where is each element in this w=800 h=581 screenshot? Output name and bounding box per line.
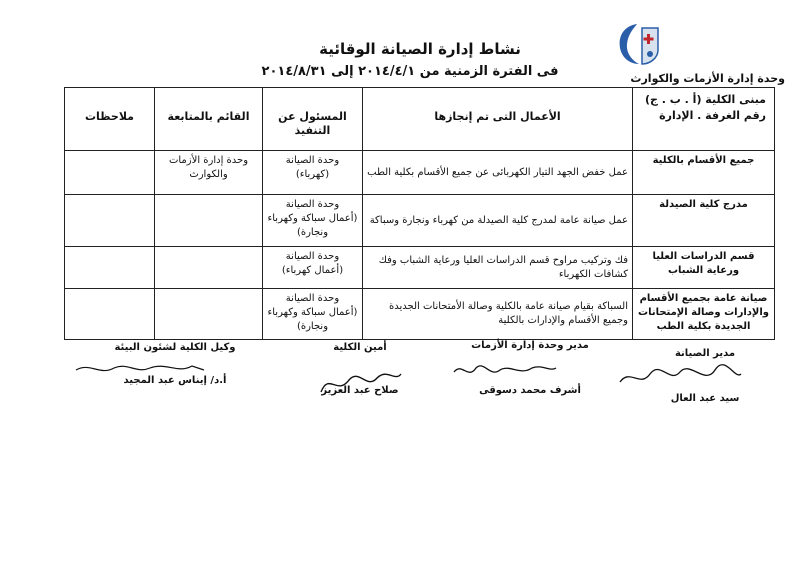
row-executor xyxy=(263,195,363,247)
table-row xyxy=(65,151,775,195)
row-college: جميع الأقسام بالكلية xyxy=(633,151,775,195)
row-works: عمل خفض الجهد التيار الكهربائى عن جميع الأقسام بكلية الطب xyxy=(363,151,633,195)
table-row xyxy=(65,195,775,247)
row-executor-line1: وحدة الصيانة xyxy=(285,251,340,262)
signature-title: مدير الصيانة xyxy=(674,348,736,359)
row-executor xyxy=(263,289,363,340)
header-executor: المسئول عن التنفيذ xyxy=(263,88,363,151)
header-works: الأعمال التى تم إنجازها xyxy=(363,88,633,151)
university-logo xyxy=(612,20,662,68)
row-works: عمل صيانة عامة لمدرج كلية الصيدلة من كهرباء ونجارة وسباكة xyxy=(363,195,633,247)
table-header-row xyxy=(65,88,775,151)
row-executor xyxy=(263,151,363,195)
row-follower xyxy=(155,289,263,340)
table-row xyxy=(65,247,775,289)
row-college: مدرج كلية الصيدلة xyxy=(633,195,775,247)
signature-title: أمين الكلية xyxy=(333,342,387,353)
handwritten-signature xyxy=(450,358,560,384)
handwritten-signature xyxy=(615,362,745,390)
row-executor xyxy=(263,247,363,289)
row-follower xyxy=(155,195,263,247)
row-college: قسم الدراسات العليا ورعاية الشباب xyxy=(633,247,775,289)
signature-name: سيد عبد العال xyxy=(670,393,740,404)
report-period: فى الفترة الزمنية من ٢٠١٤/٤/١ إلى ٢٠١٤/٨/٣١ xyxy=(261,64,559,79)
row-executor-line2: (كهرباء) xyxy=(295,169,330,180)
row-executor-line2: (أعمال كهرباء) xyxy=(281,265,344,276)
activity-table xyxy=(64,87,775,340)
signature-title: مدير وحدة إدارة الأزمات xyxy=(471,340,589,351)
row-works: فك وتركيب مراوح قسم الدراسات العليا ورعاية الشباب وفك كشافات الكهرباء xyxy=(363,247,633,289)
row-executor-line1: وحدة الصيانة xyxy=(285,155,340,166)
row-executor-line2: (أعمال سباكة وكهرباء ونجارة) xyxy=(267,213,358,238)
header-college-line1: مبنى الكلية (أ . ب . ج) xyxy=(644,93,766,106)
row-executor-line1: وحدة الصيانة xyxy=(285,293,340,304)
table-row xyxy=(65,289,775,340)
signature-name: صلاح عبد العزيز xyxy=(321,385,399,396)
signature-name: أشرف محمد دسوقى xyxy=(479,385,581,396)
handwritten-signature xyxy=(70,358,210,380)
header-notes: ملاحظات xyxy=(65,88,155,151)
row-follower: وحدة إدارة الأزمات والكوارث xyxy=(155,151,263,195)
row-notes xyxy=(65,151,155,195)
row-notes xyxy=(65,247,155,289)
row-follower xyxy=(155,247,263,289)
row-works: السباكة بقيام صيانة عامة بالكلية وصالة الأمتحانات الجديدة وجميع الأقسام والإدارات بالكلية xyxy=(363,289,633,340)
unit-name: وحدة إدارة الأزمات والكوارث xyxy=(630,72,785,85)
header-college xyxy=(633,88,775,151)
row-executor-line1: وحدة الصيانة xyxy=(285,199,340,210)
signature-name: أ.د/ إيناس عبد المجيد xyxy=(123,375,227,386)
header-college-line2: رقم الغرفة . الإدارة xyxy=(659,109,766,122)
row-executor-line2: (أعمال سباكة وكهرباء ونجارة) xyxy=(267,307,358,332)
signatures-block xyxy=(60,340,780,440)
header-follower: القائم بالمتابعة xyxy=(155,88,263,151)
signature-title: وكيل الكلية لشئون البيئة xyxy=(114,342,236,353)
handwritten-signature xyxy=(315,362,405,398)
row-notes xyxy=(65,195,155,247)
row-college: صيانة عامة بجميع الأقسام والإدارات وصالة الإمتحانات الجديدة بكلية الطب xyxy=(633,289,775,340)
row-notes xyxy=(65,289,155,340)
report-title: نشاط إدارة الصيانة الوقائية xyxy=(319,40,521,58)
